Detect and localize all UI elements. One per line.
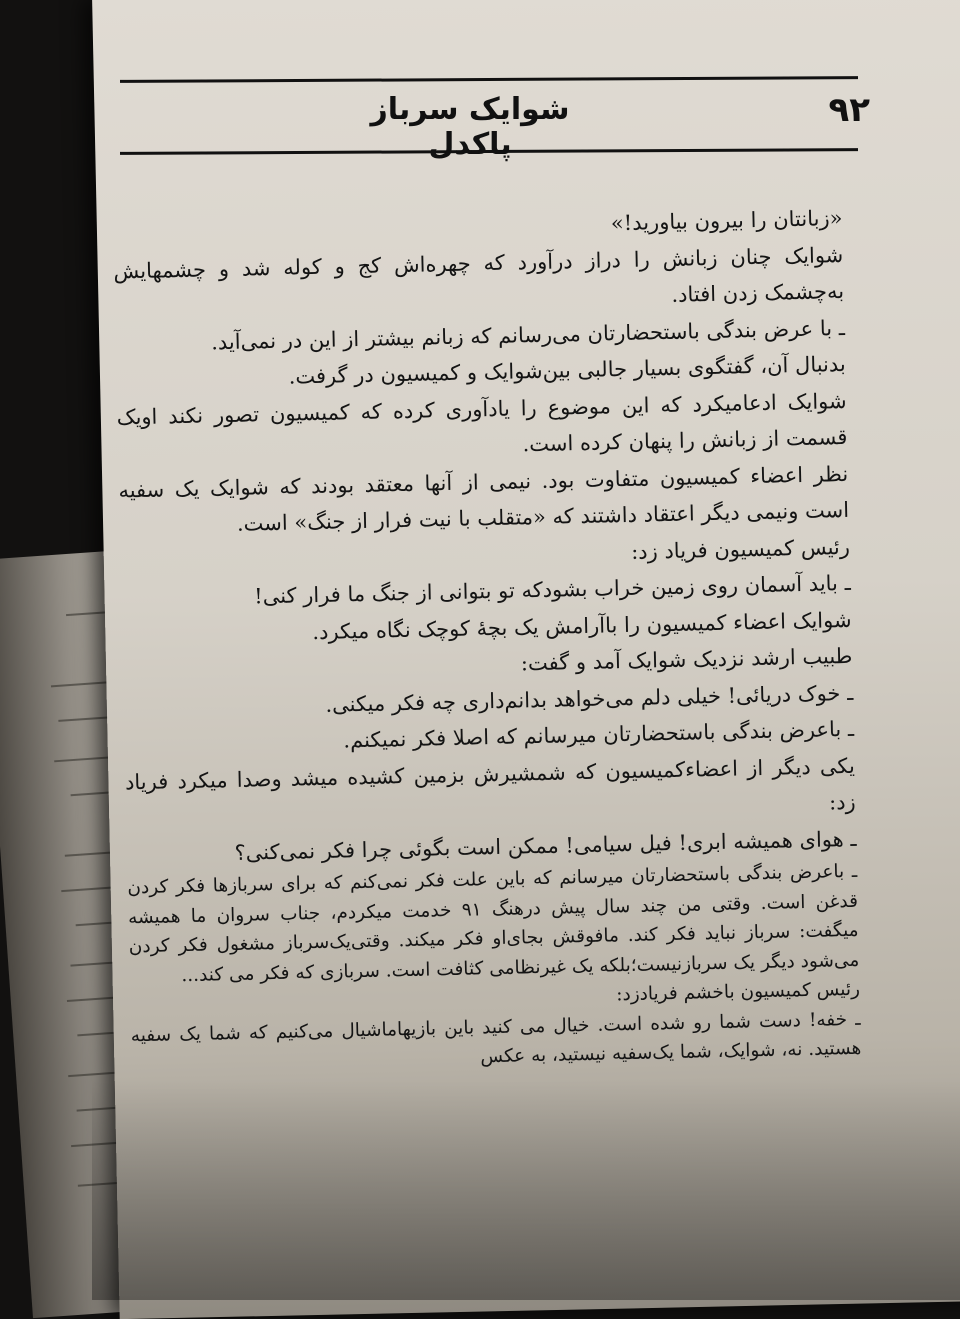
body-line: ـ خفه! دست شما رو شده است. خیال می کنید باین بازیهاما‌شیال می‌کنیم که شما یک سفیه هستید. نه، شوایک، شما یک‌سفیه نیستید، به عکس [130,1008,862,1068]
body-line: ـ باعرض بندگی باستحضارتان میرسانم که باین علت فکر نمی‌کنم که برای سربازها فکر کردن قدغن است. وقتی من چند سال پیش درهنگ ۹۱ خدمت میکردم، جناب سروان ما همیشه میگفت: سرباز نباید فکر کند. مافوقش بجای‌او فکر میکند. وقتی‌یک‌سرباز مشغول فکر کردن می‌شود دیگر یک سربازنیست؛بلکه یک غیرنظامی کثافت است. سربازی که فکر می کند... [127,860,860,986]
body-line: شوایک ادعامیکرد که این موضوع را یادآوری کرده که کمیسیون تصور نکند اویک قسمت از زبانش را پنهان کرده است. [116,388,848,457]
body-line: ـ باعرض بندگی باستحضارتان میرسانم که اصلا فکر نمیکنم. [343,716,855,753]
body-line: ـ با عرض بندگی باستحضارتان می‌رسانم که زبانم بیشتر از این در نمی‌آید. [210,315,846,354]
body-line: «زبانتان را بیرون بیاورید!» [610,205,843,236]
page-number: ۹۲ [828,90,870,130]
body-line: طبیب ارشد نزدیک شوایک آمد و گفت: [520,643,853,676]
body-line: ـ باید آسمان روی زمین خراب بشودکه تو بتوانی از جنگ ما فرار کنی! [253,570,851,609]
body-line: رئیس کمیسیون باخشم فریادزد: [616,978,861,1006]
body-line: ـ هوای همیشه ابری! فیل سیامی! ممکن است بگوئی چرا فکر نمی‌کنی؟ [234,826,857,865]
running-title: شوایک سرباز پاکدل [370,92,570,162]
body-line: شوایک چنان زبانش را دراز درآورد که چهره‌اش کج و کوله شد و چشمهایش به‌چشمک زدن افتاد. [113,242,845,307]
body-line: یکی دیگر از اعضاءکمیسیون که شمشیرش بزمین کشیده میشد وصدا میکرد فریاد زد: [124,753,856,815]
body-text [112,200,861,1080]
body-line: رئیس کمیسیون فریاد زد: [630,534,851,564]
body-line: بدنبال آن، گفتگوی بسیار جالبی بین‌شوایک و کمیسیون در گرفت. [288,351,846,389]
body-line: نظر اعضاء کمیسیون متفاوت بود. نیمی از آنها معتقد بودند که شوایک یک سفیه است ونیمی دیگر اعتقاد داشتند که «متقلب با نیت فرار از جنگ» است. [118,461,850,536]
body-line: شوایک اعضاء کمیسیون را باآرامش یک بچهٔ کوچک نگاه میکرد. [312,607,852,644]
body-line: ـ خوک دریائی! خیلی دلم می‌خواهد بدانم‌داری چه فکر میکنی. [325,680,854,717]
